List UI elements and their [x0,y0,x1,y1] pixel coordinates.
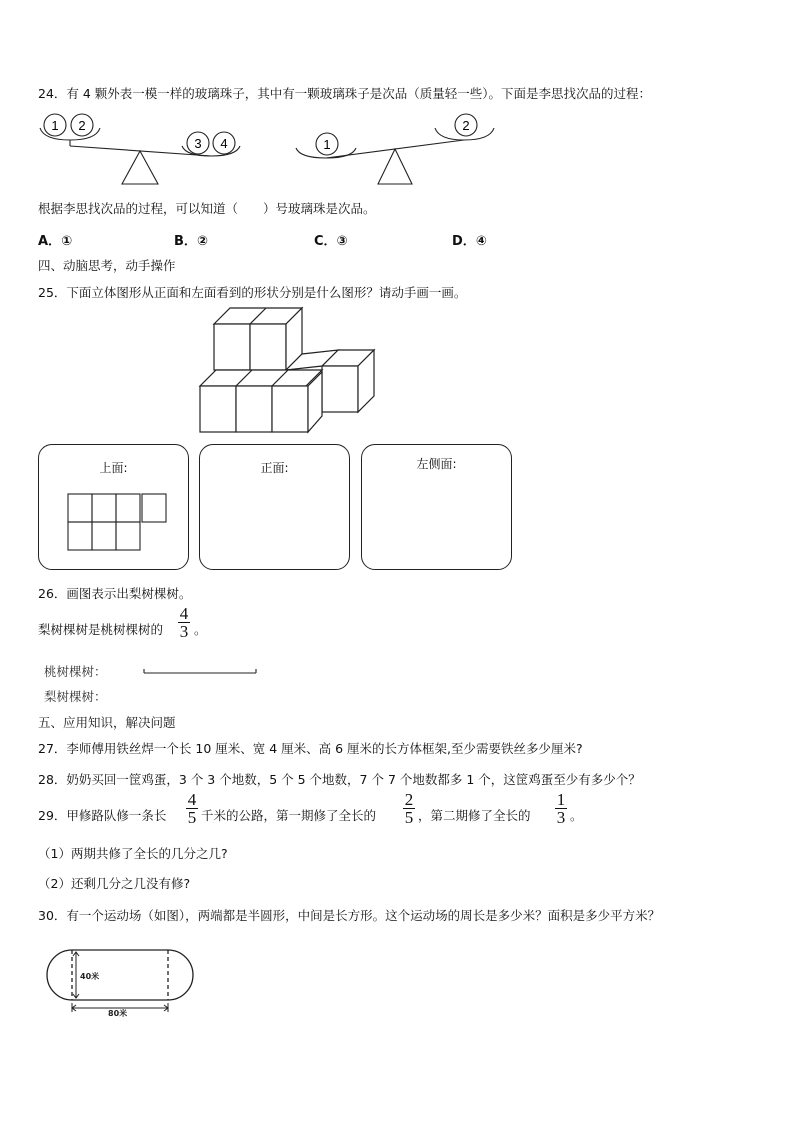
fraction-2-5 [403,792,415,825]
option-value: ③ [336,234,348,249]
frac-den: 5 [404,808,414,827]
frac-den: 5 [187,808,197,827]
q29-sub1: （1）两期共修了全长的几分之几? [38,846,228,861]
peach-segment [144,668,264,678]
bead-label: 3 [194,136,202,151]
bead-label: 1 [323,137,331,152]
width-label: 40米 [80,972,100,981]
frac-num: 1 [556,790,566,809]
stadium-figure [46,948,226,1028]
frac-num: 4 [187,790,197,809]
fraction-1-3 [555,792,567,825]
q26-line2-prefix: 梨树棵树是桃树棵树的 [38,622,164,637]
q26-line2-suffix: 。 [194,622,207,637]
option-letter: B． [174,234,197,249]
option-value: ① [61,234,73,249]
box-label: 正面: [260,461,289,475]
frac-den: 3 [179,622,189,641]
section-5-heading: 五、应用知识，解决问题 [38,715,176,730]
peach-label: 桃树棵树： [44,664,107,679]
option-value: ② [196,234,208,249]
cube-solid-figure [196,302,396,432]
option-c[interactable] [314,230,348,249]
option-d[interactable] [452,230,487,249]
box-label: 左侧面: [416,457,457,471]
frac-num: 2 [404,790,414,809]
bead-label: 4 [220,136,228,151]
left-view-box[interactable] [361,444,512,570]
q26-text: 26．画图表示出梨树棵树。 [38,586,192,601]
box-label: 上面: [99,461,128,475]
q29-sub2: （2）还剩几分之几没有修? [38,876,191,891]
q27-text: 27．李师傅用铁丝焊一个长 10 厘米、宽 4 厘米、高 6 厘米的长方体框架,至少需要铁丝多少厘米? [38,741,583,756]
option-a[interactable] [38,230,72,249]
front-view-box[interactable] [199,444,350,570]
top-view-grid [68,494,168,554]
option-b[interactable] [174,230,208,249]
option-letter: A． [38,234,62,249]
frac-num: 4 [179,604,189,623]
q29-part1: 29．甲修路队修一条长 [38,808,167,823]
q29-part2: 千米的公路，第一期修了全长的 [201,808,377,823]
bead-label: 1 [51,118,59,133]
q29-part4: 。 [570,808,583,823]
option-value: ④ [475,234,487,249]
balance-scale-2 [292,108,512,188]
q29-part3: ，第二期修了全长的 [418,808,531,823]
balance-scale-1 [36,108,286,188]
option-letter: C． [314,234,337,249]
q30-text: 30．有一个运动场（如图），两端都是半圆形，中间是长方形。这个运动场的周长是多少米？面积是多少平方米？ [38,908,661,923]
length-label: 80米 [108,1009,128,1018]
frac-den: 3 [556,808,566,827]
q28-text: 28．奶奶买回一筐鸡蛋，3 个 3 个地数，5 个 5 个地数，7 个 7 个地数都多 1 个，这筐鸡蛋至少有多少个？ [38,772,641,787]
bead-label: 2 [462,118,470,133]
option-letter: D． [452,234,476,249]
fraction-four-thirds [178,606,190,639]
q24-text: 24．有 4 颗外表一模一样的玻璃珠子，其中有一颗玻璃珠子是次品（质量轻一些）。下面是李思找次品的过程： [38,86,652,101]
pear-label: 梨树棵树： [44,689,107,704]
q24-question: 根据李思找次品的过程，可以知道（ ）号玻璃珠是次品。 [38,201,376,216]
top-view-box [38,444,189,570]
bead-label: 2 [78,118,86,133]
section-4-heading: 四、动脑思考，动手操作 [38,258,176,273]
q25-text: 25．下面立体图形从正面和左面看到的形状分别是什么图形？请动手画一画。 [38,285,467,300]
fraction-4-5 [186,792,198,825]
